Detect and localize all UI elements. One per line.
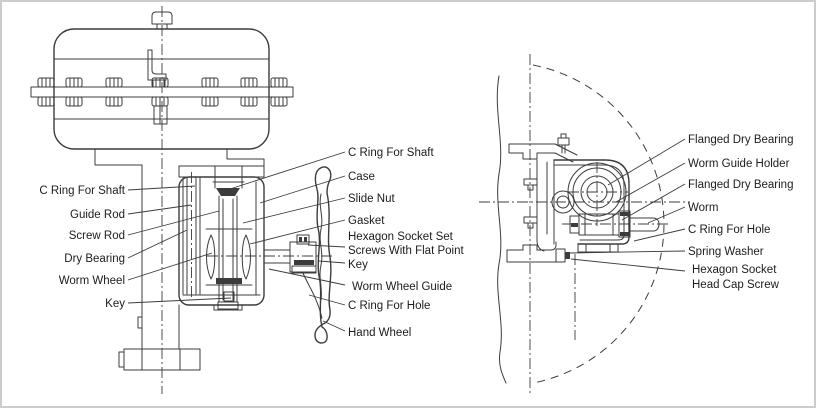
lower-bracket (507, 242, 570, 262)
label-spring-washer: Spring Washer (688, 246, 764, 258)
label-screw-rod: Screw Rod (68, 230, 125, 242)
label-c-ring-for-hole-right: C Ring For Hole (688, 224, 771, 236)
label-gasket: Gasket (348, 215, 385, 227)
label-guide-rod: Guide Rod (70, 209, 125, 221)
c-ring-shaft-section (216, 188, 240, 196)
side-plate (524, 160, 547, 251)
bearing-bores (552, 162, 628, 226)
break-line (497, 76, 506, 383)
label-worm-wheel: Worm Wheel (58, 275, 125, 287)
part-labels-right (688, 134, 793, 291)
label-worm-wheel-guide: Worm Wheel Guide (352, 281, 453, 293)
label-case: Case (348, 171, 375, 183)
hand-wheel-section (303, 167, 331, 343)
label-c-ring-for-hole-mid: C Ring For Hole (348, 300, 431, 312)
upper-bracket (509, 134, 577, 162)
worm-wheel-section (207, 235, 215, 279)
label-hex-socket-head-cap-screw-line1: Hexagon Socket (692, 264, 777, 276)
screw-rod-assembly (206, 166, 252, 309)
leader-lines-middle (230, 152, 345, 331)
part-labels-middle (348, 147, 464, 339)
label-key-left: Key (105, 298, 125, 310)
label-flanged-dry-bearing-2: Flanged Dry Bearing (688, 179, 794, 191)
label-slide-nut: Slide Nut (348, 193, 395, 205)
label-worm: Worm (688, 202, 719, 214)
worm-detail-view (479, 54, 690, 394)
label-c-ring-for-shaft-mid: C Ring For Shaft (348, 147, 434, 159)
label-worm-guide-holder: Worm Guide Holder (688, 158, 790, 170)
label-hand-wheel: Hand Wheel (348, 327, 412, 339)
worm-housing (554, 160, 629, 252)
label-key-mid: Key (348, 259, 368, 271)
diaphragm-housing (54, 29, 269, 149)
part-labels-left (39, 185, 125, 310)
set-screw (297, 235, 309, 244)
technical-diagram (2, 2, 814, 406)
label-dry-bearing: Dry Bearing (64, 253, 125, 265)
worm-assembly (562, 211, 670, 340)
guide-rod (183, 172, 200, 300)
c-ring-hole-section (294, 260, 314, 265)
label-flanged-dry-bearing-1: Flanged Dry Bearing (688, 134, 794, 146)
actuator-section-view (31, 6, 345, 394)
label-hex-socket-set-screws-line2: Screws With Flat Point (348, 245, 464, 257)
cap-screw (556, 249, 565, 262)
label-hex-socket-head-cap-screw-line2: Head Cap Screw (692, 279, 779, 291)
label-c-ring-for-shaft-left: C Ring For Shaft (39, 185, 125, 197)
label-hex-socket-set-screws-line1: Hexagon Socket Set (348, 231, 453, 243)
worm-shaft (207, 235, 335, 273)
